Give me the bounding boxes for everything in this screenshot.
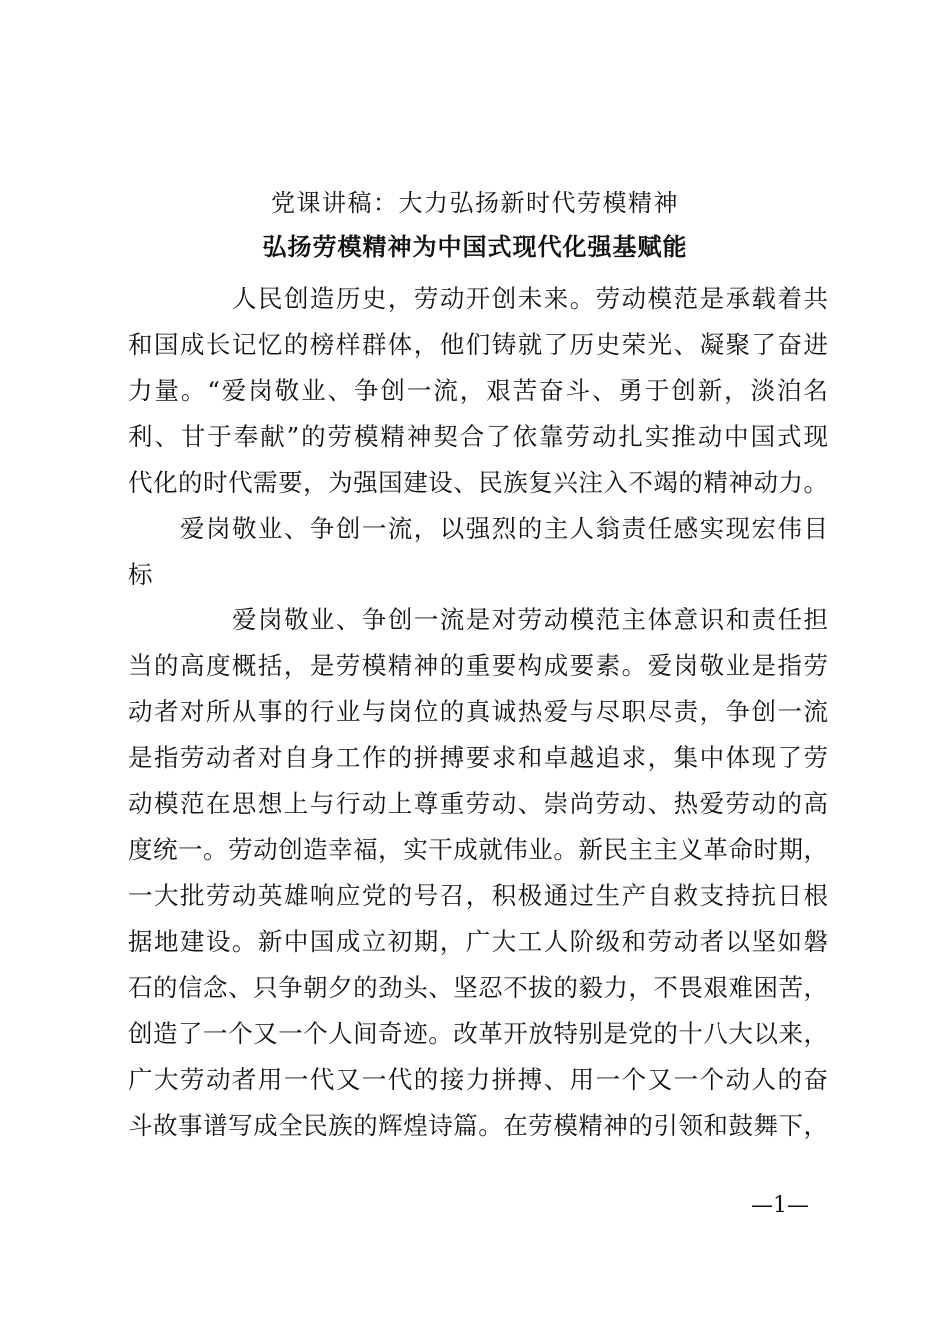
body-paragraph-line: 石的信念、只争朝夕的劲头、坚忍不拔的毅力，不畏艰难困苦， [128,973,828,1002]
section-heading-line: 爱岗敬业、争创一流，以强烈的主人翁责任感实现宏伟目 [180,514,828,543]
body-paragraph-line: 度统一。劳动创造幸福，实干成就伟业。新民主主义革命时期， [128,835,828,864]
intro-paragraph-line: 代化的时代需要，为强国建设、民族复兴注入不竭的精神动力。 [128,468,828,497]
intro-paragraph-line: 利、甘于奉献”的劳模精神契合了依靠劳动扎实推动中国式现 [128,422,828,451]
intro-paragraph-line: 力量。“爱岗敬业、争创一流，艰苦奋斗、勇于创新，淡泊名 [128,376,828,405]
section-heading-line: 标 [128,560,154,589]
body-paragraph-line: 据地建设。新中国成立初期，广大工人阶级和劳动者以坚如磐 [128,927,828,956]
body-paragraph-line: 斗故事谱写成全民族的辉煌诗篇。在劳模精神的引领和鼓舞下， [128,1111,828,1140]
body-paragraph-line: 动模范在思想上与行动上尊重劳动、崇尚劳动、热爱劳动的高 [128,789,828,818]
body-paragraph-line: 创造了一个又一个人间奇迹。改革开放特别是党的十八大以来， [128,1019,828,1048]
body-paragraph-line: 是指劳动者对自身工作的拼搏要求和卓越追求，集中体现了劳 [128,743,828,772]
body-paragraph-line: 爱岗敬业、争创一流是对劳动模范主体意识和责任担 [232,605,828,634]
body-paragraph-line: 当的高度概括，是劳模精神的重要构成要素。爱岗敬业是指劳 [128,651,828,680]
body-paragraph-line: 一大批劳动英雄响应党的号召，积极通过生产自救支持抗日根 [128,881,828,910]
body-paragraph-line: 动者对所从事的行业与岗位的真诚热爱与尽职尽责，争创一流 [128,697,828,726]
document-subtitle: 党课讲稿：大力弘扬新时代劳模精神 [271,189,679,217]
document-title: 弘扬劳模精神为中国式现代化强基赋能 [262,232,688,261]
body-paragraph-line: 广大劳动者用一代又一代的接力拼搏、用一个又一个动人的奋 [128,1065,828,1094]
page-number: —1— [751,1193,809,1218]
intro-paragraph-line: 和国成长记忆的榜样群体，他们铸就了历史荣光、凝聚了奋进 [128,330,828,359]
intro-paragraph-line: 人民创造历史，劳动开创未来。劳动模范是承载着共 [232,284,828,313]
